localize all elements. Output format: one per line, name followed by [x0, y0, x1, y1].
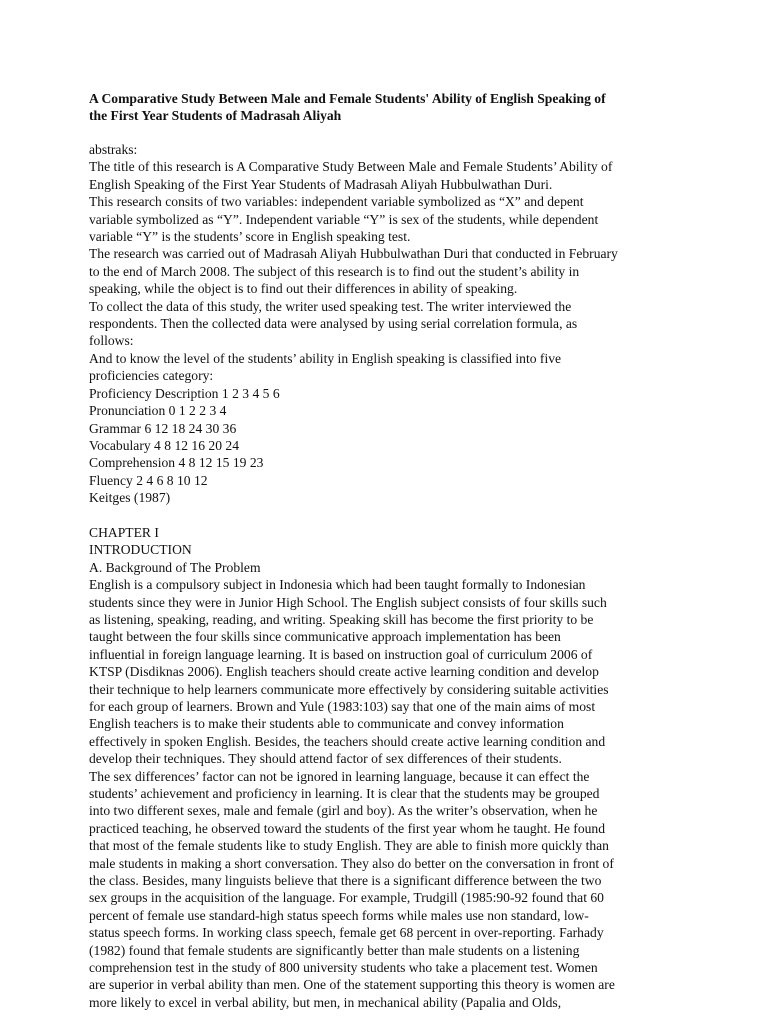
body-line: male students in making a short conversation. They also do better on the conversation in front of — [89, 855, 614, 871]
body-line: develop their techniques. They should attend factor of sex differences of their students. — [89, 751, 562, 767]
body-line: English is a compulsory subject in Indonesia which had been taught formally to Indonesian — [89, 577, 586, 593]
body-line: sex groups in the acquisition of the language. For example, Trudgill (1985:90-92 found that 60 — [89, 890, 604, 906]
abstract-line: to the end of March 2008. The subject of this research is to find out the student’s ability in — [89, 263, 580, 279]
body-line: influential in foreign language learning. It is based on instruction goal of curriculum 2006 of — [89, 646, 593, 662]
body-line: comprehension test in the study of 800 university students who take a placement test. Women — [89, 960, 598, 976]
title-line: A Comparative Study Between Male and Female Students' Ability of English Speaking of — [89, 91, 606, 106]
body-line: students since they were in Junior High School. The English subject consists of four skills such — [89, 594, 607, 610]
abstract-line: English Speaking of the First Year Students of Madrasah Aliyah Hubbulwathan Duri. — [89, 176, 553, 192]
body-line: the class. Besides, many linguists believe that there is a significant difference between the two — [89, 873, 602, 889]
body-line: into two different sexes, male and female (girl and boy). As the writer’s observation, when he — [89, 803, 598, 819]
body-line: KTSP (Disdiknas 2006). English teachers should create active learning condition and develop — [89, 664, 599, 680]
paragraph-gap — [89, 507, 689, 524]
proficiency-table-row: Vocabulary 4 8 12 16 20 24 — [89, 437, 240, 453]
abstract-line: The research was carried out of Madrasah Aliyah Hubbulwathan Duri that conducted in February — [89, 246, 618, 262]
section-heading: A. Background of The Problem — [89, 559, 261, 575]
citation: Keitges (1987) — [89, 490, 171, 506]
body-line: their technique to help learners communicate more effectively by considering suitable activities — [89, 681, 609, 697]
document-title — [89, 90, 689, 124]
abstract-line: To collect the data of this study, the writer used speaking test. The writer interviewed the — [89, 298, 572, 314]
abstract-line: respondents. Then the collected data were analysed by using serial correlation formula, as — [89, 316, 578, 332]
body-line: that most of the female students like to study English. They are able to finish more quickly than — [89, 838, 609, 854]
body-line: for each group of learners. Brown and Yule (1983:103) say that one of the main aims of most — [89, 698, 596, 714]
body-line: students’ achievement and proficiency in learning. It is clear that the students may be grouped — [89, 786, 600, 802]
body-line: percent of female use standard-high status speech forms while males use non standard, low- — [89, 907, 589, 923]
proficiency-table-header: Proficiency Description 1 2 3 4 5 6 — [89, 385, 280, 401]
abstract-line: proficiencies category: — [89, 368, 214, 384]
proficiency-table-row: Pronunciation 0 1 2 2 3 4 — [89, 403, 227, 419]
proficiency-table-row: Grammar 6 12 18 24 30 36 — [89, 420, 237, 436]
body-line: English teachers is to make their students able to communicate and convey information — [89, 716, 564, 732]
body-line: as listening, speaking, reading, and writing. Speaking skill has become the first priority to be — [89, 611, 594, 627]
chapter-title: INTRODUCTION — [89, 542, 192, 558]
body-line: practiced teaching, he observed toward the students of the first year whom he taught. He found — [89, 820, 606, 836]
body-line: are superior in verbal ability than men. One of the statement supporting this theory is women are — [89, 977, 615, 993]
abstract-line: speaking, while the object is to find out their differences in ability of speaking. — [89, 281, 518, 297]
chapter-section — [89, 524, 689, 1011]
abstract-line: variable symbolized as “Y”. Independent variable “Y” is sex of the students, while dependent — [89, 211, 599, 227]
proficiency-table-row: Comprehension 4 8 12 15 19 23 — [89, 455, 264, 471]
document-page — [89, 90, 689, 1011]
body-line: effectively in spoken English. Besides, the teachers should create active learning condition and — [89, 733, 606, 749]
abstract-line: follows: — [89, 333, 134, 349]
abstract-line: This research consits of two variables: independent variable symbolized as “X” and depent — [89, 194, 584, 210]
abstract-line: The title of this research is A Comparative Study Between Male and Female Students’ Ability of — [89, 159, 613, 175]
chapter-heading: CHAPTER I — [89, 524, 159, 540]
body-line: The sex differences’ factor can not be ignored in learning language, because it can effect the — [89, 768, 590, 784]
abstract-section — [89, 141, 689, 507]
abstract-label: abstraks: — [89, 142, 138, 157]
abstract-line: variable “Y” is the students’ score in English speaking test. — [89, 229, 411, 245]
title-line: the First Year Students of Madrasah Aliyah — [89, 108, 342, 123]
body-line: status speech forms. In working class speech, female get 68 percent in over-reporting. Farhady — [89, 925, 604, 941]
abstract-line: And to know the level of the students’ ability in English speaking is classified into five — [89, 350, 562, 366]
body-line: more likely to excel in verbal ability, but men, in mechanical ability (Papalia and Olds, — [89, 994, 562, 1010]
proficiency-table-row: Fluency 2 4 6 8 10 12 — [89, 472, 208, 488]
body-line: (1982) found that female students are significantly better than male students on a listening — [89, 942, 580, 958]
body-line: taught between the four skills since communicative approach implementation has been — [89, 629, 561, 645]
